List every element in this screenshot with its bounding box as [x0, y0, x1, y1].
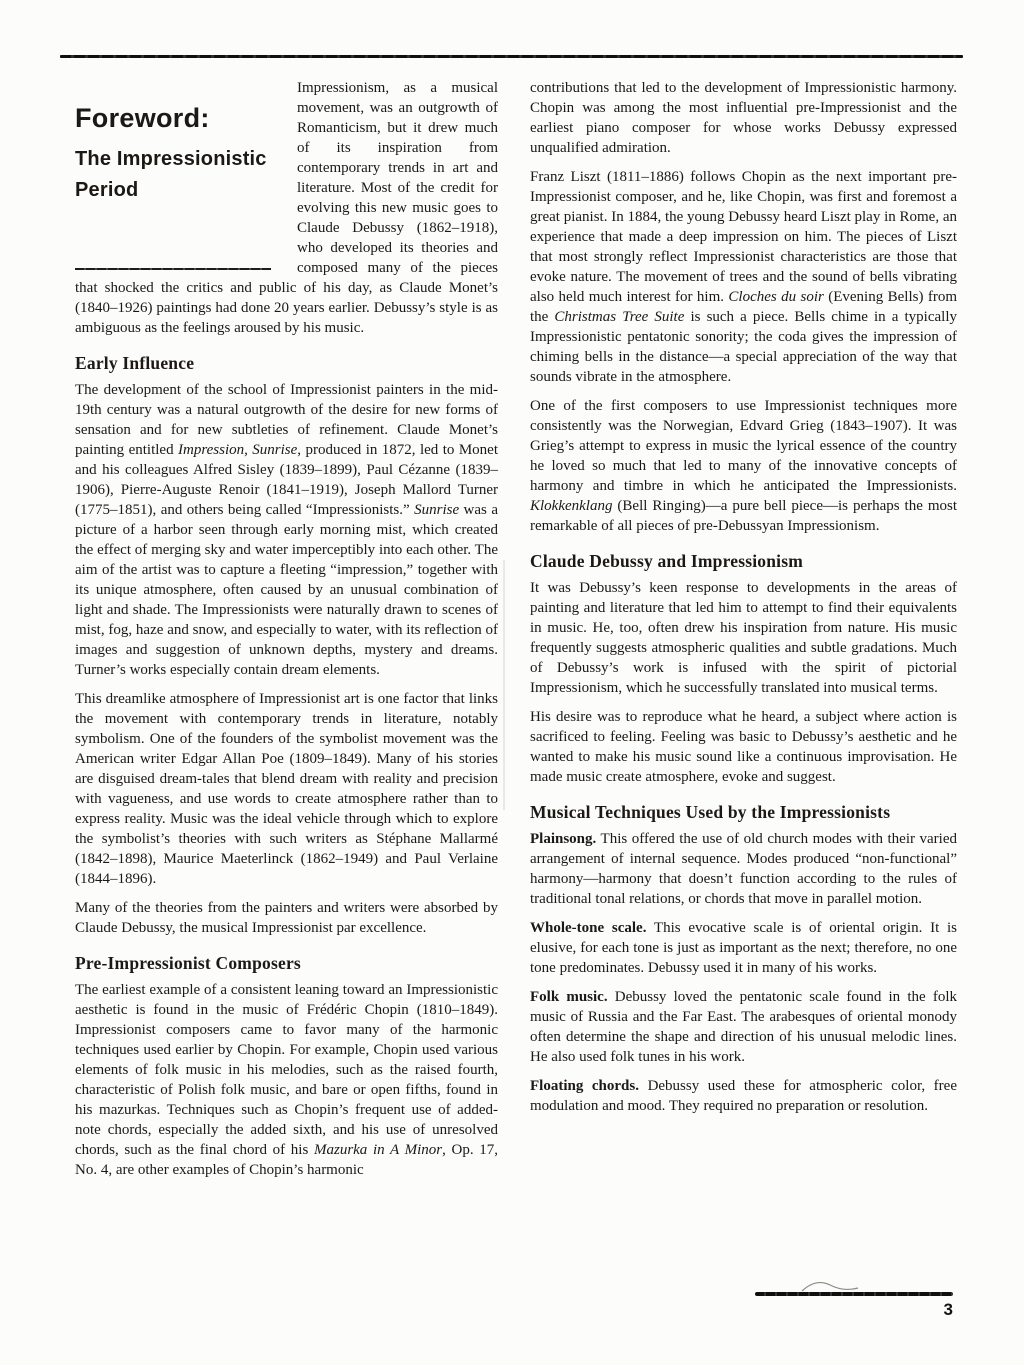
- paragraph: It was Debussy’s keen response to developments in the areas of painting and literature that led him to attempt to find their equivalents in music. He, too, often drew his inspiration from nature. His music frequently suggests atmospheric qualities and subtle gradations. Much of Debussy’s work is infused with the spirit of pictorial Impressionism, which he successfully translated into musical terms.: [530, 580, 957, 696]
- foreword-title: Foreword:: [75, 103, 210, 133]
- foreword-subtitle-line2: Period: [75, 179, 139, 201]
- section-heading-musical-techniques: Musical Techniques Used by the Impressionists: [530, 802, 891, 822]
- paragraph: Whole-tone scale. This evocative scale is of oriental origin. It is elusive, for each tone is just as important as the next; therefore, no one tone predominates. Debussy used it in many of his works.: [530, 920, 957, 976]
- foreword-subtitle-line1: The Impressionistic: [75, 148, 267, 170]
- paragraph: His desire was to reproduce what he heard, a subject where action is sacrificed to feeling. Feeling was basic to Debussy’s aesthetic and he wanted to make his music sound like a continuous improvisation. He made music create atmosphere, evoke and suggest.: [530, 709, 957, 785]
- paragraph: This dreamlike atmosphere of Impressionist art is one factor that links the movement with contemporary trends in literature, notably symbolism. One of the founders of the symbolist movement was the American writer Edgar Allan Poe (1809–1849). Many of his stories are disguised dream-tales that blend dream with reality and precision with vagueness, and use words to create atmosphere rather than to express reality. Music was the ideal vehicle through which to explore the symbolist’s theories with such writers as Stéphane Mallarmé (1842–1898), Maurice Maeterlinck (1862–1949) and Paul Verlaine (1844–1896).: [75, 691, 498, 887]
- bottom-rule: [755, 1292, 953, 1296]
- paragraph: Folk music. Debussy loved the pentatonic scale found in the folk music of Russia and the Far East. The arabesques of oriental monody often determine the shape and direction of his unusual melodic lines. He also used folk tunes in his work.: [530, 989, 957, 1065]
- paragraph: One of the first composers to use Impressionist techniques more consistently was the Norwegian, Edvard Grieg (1843–1907). It was Grieg’s attempt to express in music the lyrical essence of the country he loved so much that led to many of the innovative concepts of harmony and timbre in which he anticipated the Impressionists. Klokkenklang (Bell Ringing)—a pure bell piece—is perhaps the most remarkable of all pieces of pre-Debussyan Impressionism.: [530, 398, 957, 534]
- paragraph: The development of the school of Impressionist painters in the mid-19th century was a natural outgrowth of the desire for new forms of sensation and for new subtleties of refinement. Claude Monet’s painting entitled Impression, Sunrise, produced in 1872, led to Monet and his colleagues Alfred Sisley (1839–1899), Paul Cézanne (1839–1906), Pierre-Auguste Renoir (1841–1919), Joseph Mallord Turner (1775–1851), and others being called “Impressionists.” Sunrise was a picture of a harbor seen through early morning mist, which created the effect of merging sky and water imperceptibly into each other. The aim of the artist was to capture a fleeting “impression,” together with its unique atmosphere, often caused by an unusual combination of light and shade. The Impressionists were naturally drawn to scenes of mist, fog, haze and snow, and especially to water, with its reflection of images and suggestion of unknown depths, mystery and dreams. Turner’s works especially contain dream elements.: [75, 382, 498, 678]
- paragraph: Many of the theories from the painters and writers were absorbed by Claude Debussy, the musical Impressionist par excellence.: [75, 900, 498, 936]
- paragraph: The earliest example of a consistent leaning toward an Impressionistic aesthetic is found in the music of Frédéric Chopin (1810–1849). Impressionist composers came to favor many of the harmonic techniques used earlier by Chopin. For example, Chopin used various elements of folk music in his melodies, such as the raised fourth, characteristic of Polish folk music, and bare or open fifths, found in his mazurkas. Techniques such as Chopin’s frequent use of added-note chords, especially the added sixth, and his use of unresolved chords, such as the final chord of his Mazurka in A Minor, Op. 17, No. 4, are other examples of Chopin’s harmonic: [75, 982, 498, 1178]
- foreword-divider-line: [75, 268, 271, 270]
- section-heading-early-influence: Early Influence: [75, 353, 195, 373]
- left-column: [75, 78, 498, 1189]
- foreword-heading-block: [75, 78, 281, 270]
- page-body: [75, 58, 957, 1189]
- right-column: [530, 78, 957, 1189]
- intro-paragraph: [75, 78, 498, 338]
- paragraph: contributions that led to the development of Impressionistic harmony. Chopin was among the most influential pre-Impressionist and the earliest piano composer for whose works Debussy expressed unqualified admiration.: [530, 80, 957, 156]
- intro-paragraph-text: Impressionism, as a musical movement, was an outgrowth of Romanticism, but it drew much of its inspiration from contemporary trends in art and literature. Most of the credit for evolving this new music goes to Claude Debussy (1862–1918), who developed its theories and composed many of the pieces that shocked the critics and public of his day, as Claude Monet’s (1840–1926) paintings had done 20 years earlier. Debussy’s style is as ambiguous as the feelings aroused by his music.: [75, 80, 498, 336]
- paragraph: Floating chords. Debussy used these for atmospheric color, free modulation and mood. They required no preparation or resolution.: [530, 1078, 957, 1114]
- column-scan-artifact: [503, 560, 505, 810]
- page-number: 3: [943, 1300, 953, 1319]
- paragraph: Franz Liszt (1811–1886) follows Chopin as the next important pre-Impressionist composer, and he, like Chopin, was first and foremost a great pianist. In 1884, the young Debussy heard Liszt play in Rome, an experience that made a deep impression on him. The pieces of Liszt that most strongly reflect Impressionist characteristics are those that evoke nature. The movement of trees and the sound of bells vibrating also held much interest for him. Cloches du soir (Evening Bells) from the Christmas Tree Suite is such a piece. Bells chime in a typically Impressionistic pentatonic sonority; the coda gives the impression of chiming bells in the distance—a special appreciation of the way that sounds vibrate in the atmosphere.: [530, 169, 957, 385]
- paragraph: Plainsong. This offered the use of old church modes with their varied arrangement of internal sequence. Modes produced “non-functional” harmony—harmony that doesn’t function according to the rules of traditional tonal relations, or chords that move in parallel motion.: [530, 831, 957, 907]
- section-heading-pre-impressionist-composers: Pre-Impressionist Composers: [75, 953, 301, 973]
- section-heading-claude-debussy: Claude Debussy and Impressionism: [530, 551, 804, 571]
